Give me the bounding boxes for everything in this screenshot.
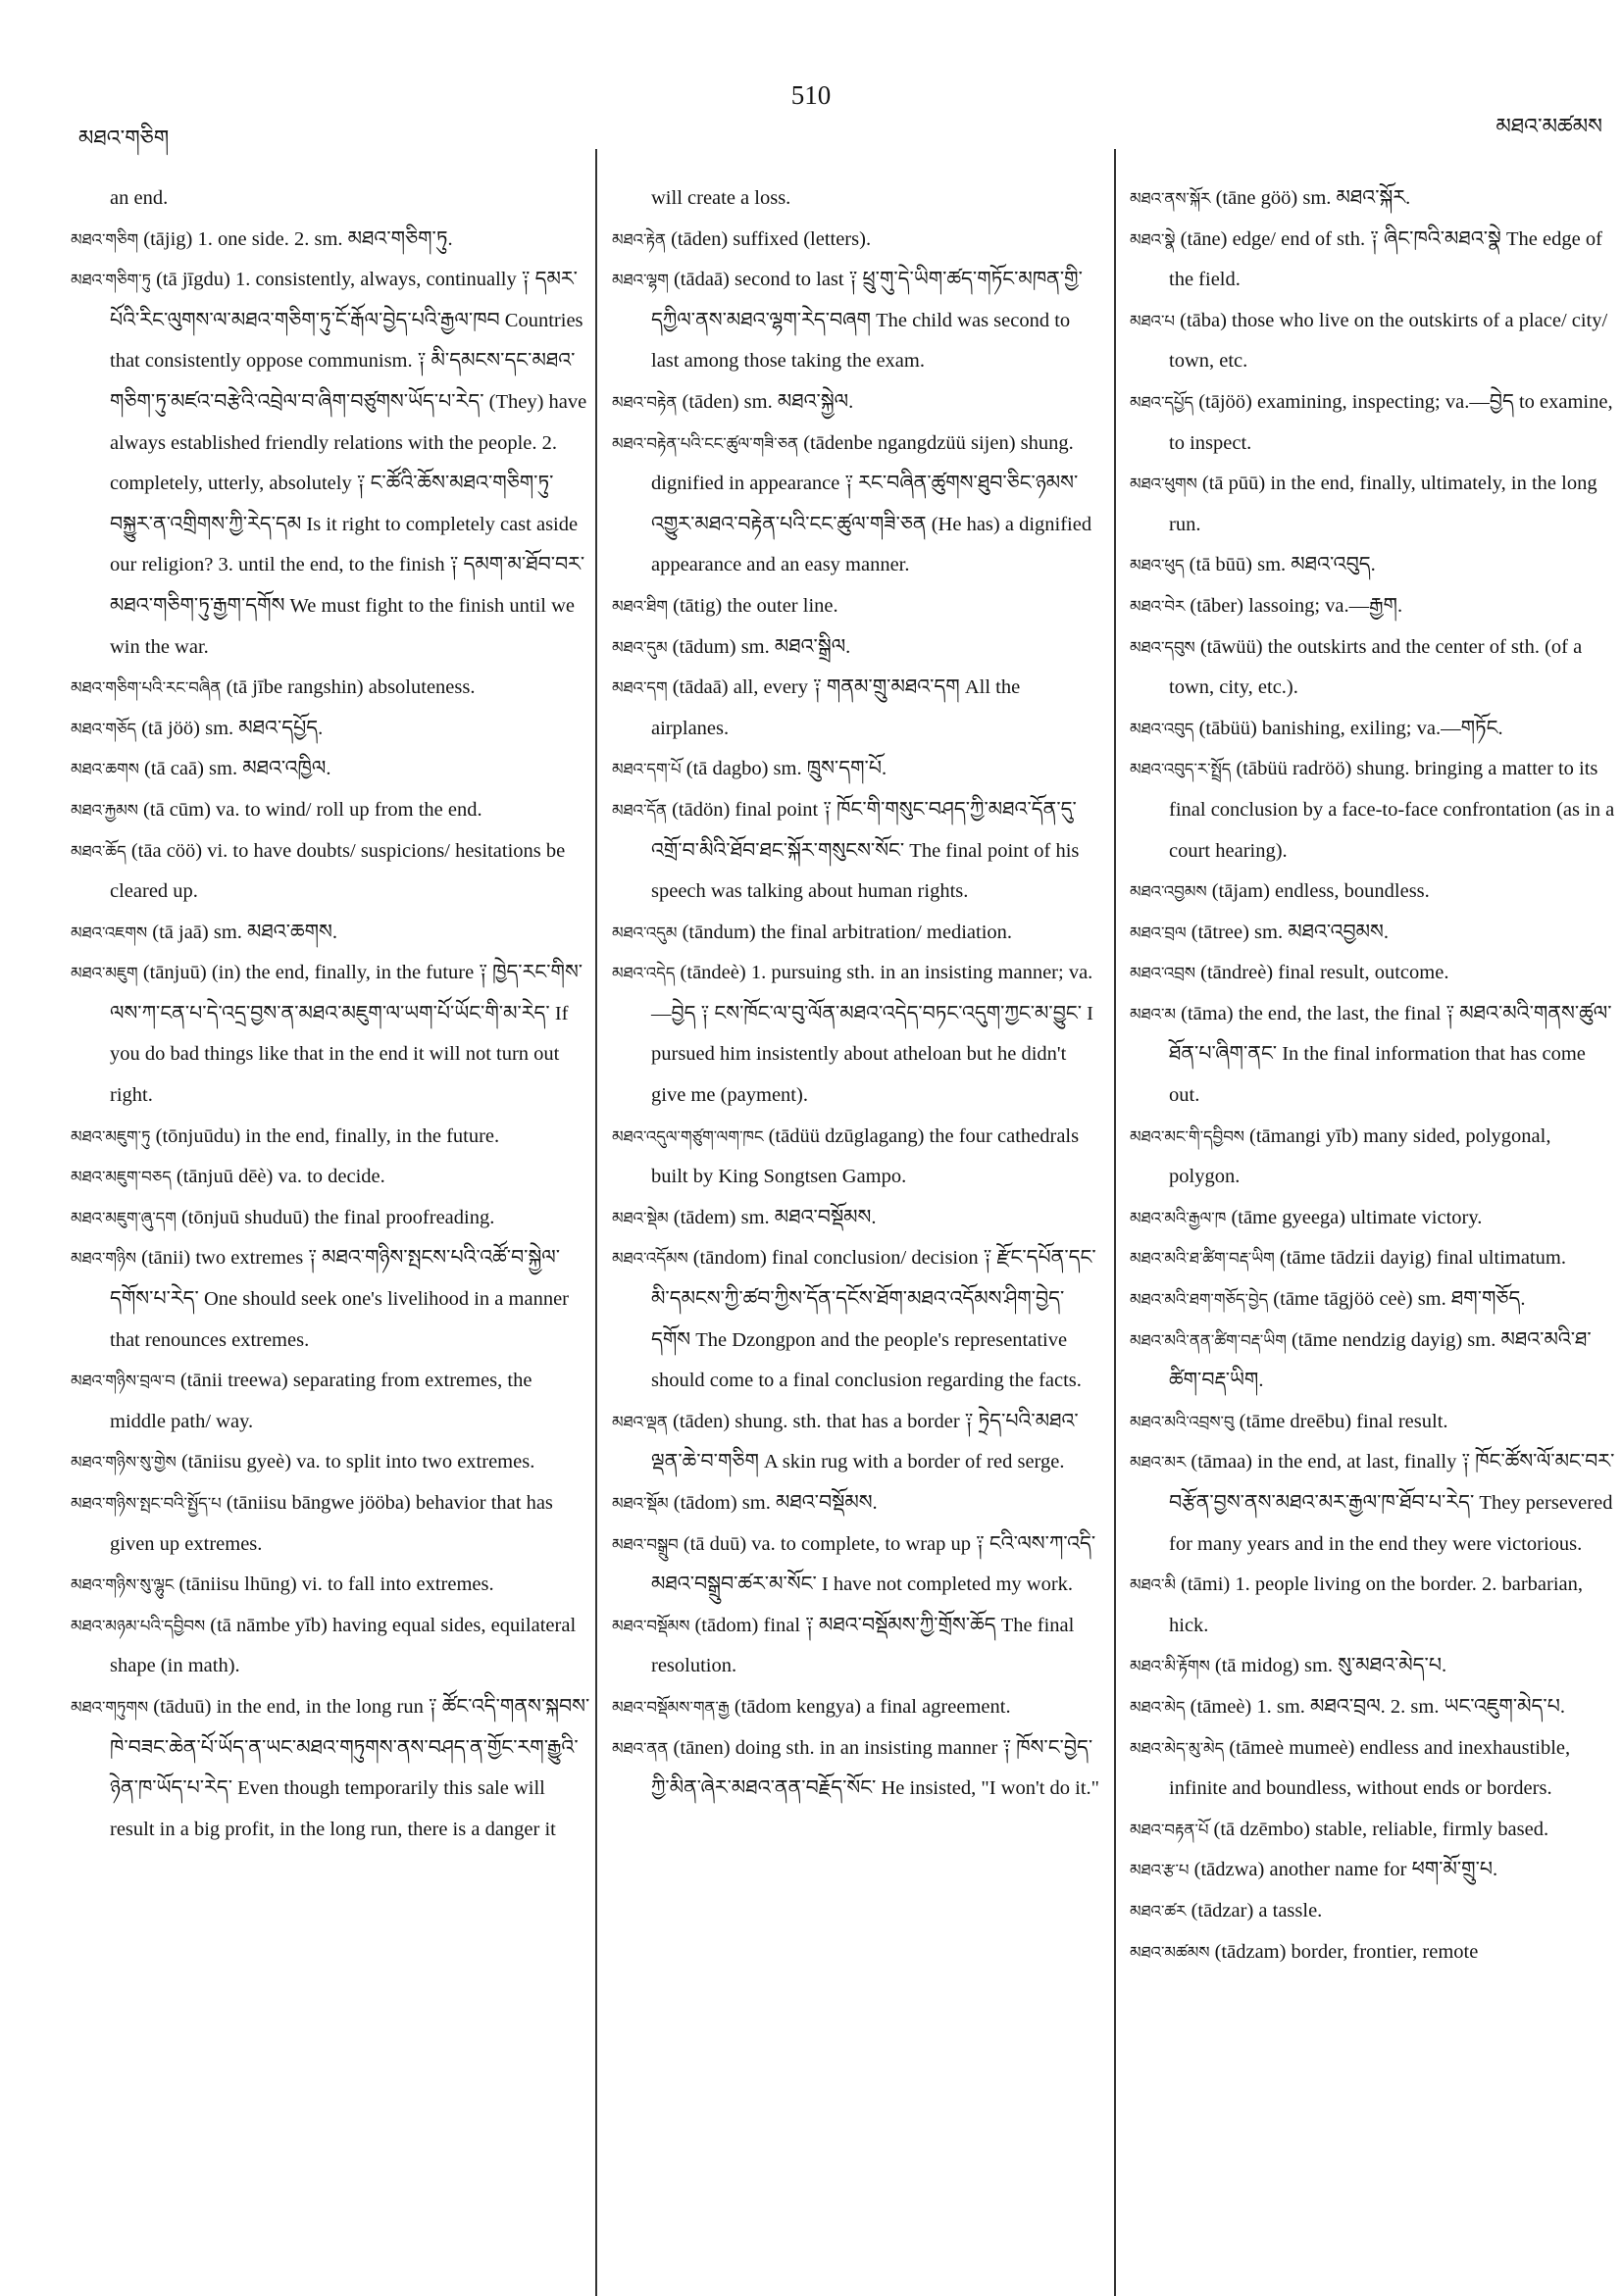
entry-definition: (tādum) sm. མཐའ་སྒྲིལ. (672, 635, 851, 658)
dictionary-entry (71, 1238, 592, 1361)
dictionary-entry (612, 1728, 1102, 1810)
entry-headword: མཐའ་གཉིས་སུ་ལྷུང (71, 1575, 175, 1595)
entry-definition: (tāba) those who live on the outskirts of a place/ city/ town, etc. (1169, 309, 1608, 373)
page-header (0, 80, 1622, 151)
entry-definition: (tāa cöö) vi. to have doubts/ suspicions/ hesitations be cleared up. (110, 839, 566, 903)
dictionary-entry (612, 1198, 1102, 1239)
entry-headword: མཐའ་རྐྱམས (71, 800, 138, 820)
entry-definition: (tātig) the outer line. (673, 594, 838, 617)
entry-headword: མཐའ་མའི་ཐ་ཚིག་བརྡ་ཡིག (1130, 1249, 1275, 1269)
entry-definition: (tāme tāgjöö ceè) sm. ཐག་གཅོད. (1273, 1288, 1526, 1311)
dictionary-entry (612, 1238, 1102, 1401)
entry-definition: (tānen) doing sth. in an insisting manner ༑ ཁོས་ང་བྱེད་ཀྱི་མིན་ཞེར་མཐའ་ནན་བརྗོད་སོང་ He insisted, "I won't do it." (651, 1736, 1100, 1800)
dictionary-entry (612, 220, 1102, 261)
entry-definition: (tādzar) a tassle. (1191, 1899, 1323, 1922)
entry-headword: མཐའ་གཉིས་སུ་གྱེས (71, 1453, 177, 1472)
entry-headword: མཐའ་གཅིག (71, 229, 139, 249)
entry-headword: མཐའ་ནས་སྐོར (1130, 189, 1211, 208)
entry-headword: མཐའ་དག (612, 678, 668, 698)
dictionary-entry (71, 668, 592, 709)
entry-headword: མཐའ་རྟེན (612, 229, 666, 249)
entry-headword: མཐའ་བསྡོམས་གན་རྒྱ (612, 1697, 730, 1717)
entry-headword: མཐའ་མེད་མུ་མེད (1130, 1738, 1225, 1758)
dictionary-entry (71, 1117, 592, 1158)
entry-headword: མཐའ་འབུད་ར་སྤྲོད (1130, 760, 1232, 779)
entry-definition: (tā midog) sm. སུ་མཐའ་མེད་པ. (1214, 1655, 1447, 1677)
dictionary-entry (71, 749, 592, 790)
entry-headword: མཐའ་བསྒྲུབ (612, 1534, 679, 1554)
entry-headword: མཐའ་ལྷག (612, 271, 669, 290)
entry-headword: མཐའ་གཉིས་བྲལ་བ (71, 1372, 176, 1391)
entry-definition: (tāwüü) the outskirts and the center of sth. (of a town, city, etc.). (1169, 635, 1583, 699)
entry-headword: མཐའ་འབུད (1130, 719, 1194, 738)
dictionary-entry (71, 260, 592, 668)
entry-definition: (tādenbe ngangdzüü sijen) shung. dignified in appearance ༑ རང་བཞིན་ཚུགས་ཐུབ་ཅིང་ཉམས་འགྱུར་མཐའ་བརྟེན་པའི་ངང་ཚུལ་གཟི་ཅན (He has) a dignified appearance and an easy manner. (651, 431, 1092, 576)
dictionary-entry (612, 1402, 1102, 1483)
dictionary-entry (1130, 1810, 1616, 1851)
entry-headword: མཐའ་བརྟན་པོ (1130, 1820, 1209, 1839)
entry-definition: (tā jöö) sm. མཐའ་དཔྱོད. (141, 717, 324, 739)
entry-headword: མཐའ་མི་རྟོགས (1130, 1657, 1210, 1676)
entry-headword: མཐའ་འབྲས (1130, 964, 1196, 983)
entry-definition: (tā nāmbe yīb) having equal sides, equilateral shape (in math). (110, 1614, 577, 1677)
entry-definition: (tānjuū) (in) the end, finally, in the future ༑ ཁྱེད་རང་གིས་ལས་ཀ་ངན་པ་དེ་འདྲ་བྱས་ན་མཐའ་མཇུག་ལ་ཡག་པོ་ཡོང་གི་མ་རེད་ If you do bad things like that in the end it will not turn out right. (110, 962, 583, 1107)
entry-definition: (tānii treewa) separating from extremes, the middle path/ way. (110, 1370, 532, 1432)
entry-headword: མཐའ་མཇུག (71, 964, 138, 983)
entry-headword: མཐའ་ཕུགས (1130, 474, 1197, 494)
entry-headword: མཐའ་འབྱམས (1130, 882, 1207, 902)
entry-definition: (tāne) edge/ end of sth. ༑ ཞིང་ཁའི་མཐའ་སྣེ The edge of the field. (1169, 227, 1602, 291)
dictionary-entry (71, 790, 592, 831)
dictionary-entry (1130, 545, 1616, 586)
dictionary-entry (1130, 872, 1616, 913)
dictionary-entry (1130, 1198, 1616, 1239)
dictionary-entry (71, 1565, 592, 1606)
dictionary-entry (1130, 1687, 1616, 1728)
entry-headword: མཐའ་བེར (1130, 596, 1186, 616)
entry-definition: (tā būū) sm. མཐའ་འབུད. (1189, 554, 1376, 576)
entry-headword: མཐའ་གཉིས་སྤང་བའི་སྤྱོད་པ (71, 1494, 222, 1513)
entry-headword: མཐའ་སྡེམ (612, 1208, 669, 1227)
right-running-headword: མཐའ་མཚམས (1495, 115, 1602, 139)
entry-definition: will create a loss. (651, 187, 791, 209)
entry-headword: མཐའ་ཚར (1130, 1901, 1187, 1921)
entry-headword: མཐའ་འདུལ་གཙུག་ལག་ཁང (612, 1126, 764, 1146)
dictionary-entry (612, 1483, 1102, 1524)
entry-definition: (tādaā) all, every ༑ གནམ་གྲུ་མཐའ་དག All the airplanes. (651, 676, 1021, 739)
dictionary-entry (1130, 382, 1616, 464)
dictionary-entry (1130, 1402, 1616, 1443)
entry-definition: (tāme dreēbu) final result. (1239, 1410, 1448, 1432)
entry-definition: (tā dzēmbo) stable, reliable, firmly based. (1213, 1818, 1549, 1840)
dictionary-entry (1130, 464, 1616, 545)
dictionary-entry (1130, 1728, 1616, 1810)
entry-definition: (tādzam) border, frontier, remote (1214, 1940, 1479, 1963)
dictionary-entry (71, 1483, 592, 1565)
entry-definition: (tānjuū dēè) va. to decide. (176, 1166, 385, 1188)
dictionary-entry (1130, 627, 1616, 709)
entry-headword: མཐའ་སྣེ (1130, 229, 1176, 249)
entry-definition: (tā jībe rangshin) absoluteness. (226, 676, 476, 699)
entry-headword: མཐའ་མའི་འབྲས་བུ (1130, 1412, 1235, 1431)
entry-definition: (tāden) sm. མཐའ་སྐྱེལ. (682, 390, 854, 413)
column-right (1130, 178, 1616, 1972)
dictionary-entry (71, 178, 592, 220)
entry-definition: (tātree) sm. མཐའ་འབྱམས. (1191, 921, 1390, 943)
column-middle (612, 178, 1102, 1810)
entry-headword: མཐའ་གཅོད (71, 719, 137, 738)
dictionary-entry (71, 1687, 592, 1850)
entry-headword: མཐའ་བརྟེན་པའི་ངང་ཚུལ་གཟི་ཅན (612, 433, 799, 453)
entry-headword: མཐའ་པ (1130, 311, 1175, 330)
entry-headword: མཐའ་འདུམ (612, 923, 678, 942)
dictionary-entry (1130, 1279, 1616, 1321)
dictionary-entry (612, 790, 1102, 913)
entry-definition: (tāndum) the final arbitration/ mediation. (682, 921, 1013, 943)
dictionary-entry (612, 424, 1102, 586)
entry-headword: མཐའ་མཇུག་ཏུ (71, 1126, 151, 1146)
column-divider (595, 149, 597, 2296)
entry-definition: (tādaā) second to last ༑ ཕྲུ་གུ་དེ་ཡིག་ཚད་གཏོང་མཁན་གྱི་དཀྱིལ་ནས་མཐའ་ལྷག་རེད་བཞག The child was second to last among those taking the exam. (651, 269, 1083, 373)
entry-headword: མཐའ་ནན (612, 1738, 669, 1758)
dictionary-entry (71, 913, 592, 954)
dictionary-entry (612, 953, 1102, 1116)
dictionary-entry (1130, 1891, 1616, 1932)
entry-definition: (tāmaa) in the end, at last, finally ༑ ཁོང་ཚོས་ལོ་མང་བར་བརྩོན་བྱས་ནས་མཐའ་མར་རྒྱལ་ཁ་ཐོབ་པ་རེད་ They persevered for many years and in the end they were victorious. (1169, 1451, 1615, 1555)
entry-definition: (tānii) two extremes ༑ མཐའ་གཉིས་སྤངས་པའི་འཚོ་བ་སྐྱེལ་དགོས་པ་རེད་ One should seek one's livelihood in a manner that renounces extremes. (110, 1247, 570, 1351)
entry-headword: མཐའ་འཇགས (71, 923, 148, 942)
entry-headword: མཐའ་དུམ (612, 637, 668, 657)
dictionary-entry (71, 1198, 592, 1239)
dictionary-entry (71, 1442, 592, 1483)
entry-definition: (tā jīgdu) 1. consistently, always, continually ༑ དམར་པོའི་རིང་ལུགས་ལ་མཐའ་གཅིག་ཏུ་ངོ་རྒོལ་བྱེད་པའི་རྒྱལ་ཁབ Countries that consistently oppose communism. ༑ མི་དམངས་དང་མཐའ་གཅིག་ཏུ་མཛའ་བརྩེའི་འབྲེལ་བ་ཞིག་བཙུགས་ཡོད་པ་རེད་ (They) have always established friendly relations with the people. 2. completely, utterly, absolutely ༑ ང་ཚོའི་ཆོས་མཐའ་གཅིག་ཏུ་བསྐྱུར་ན་འགྲིགས་ཀྱི་རེད་དམ Is it right to completely cast aside our religion? 3. until the end, to the finish ༑ དམག་མ་ཐོབ་བར་མཐའ་གཅིག་ཏུ་རྒྱག་དགོས We must fight to the finish until we win the war. (110, 269, 587, 658)
dictionary-entry (612, 668, 1102, 749)
entry-definition: (tābüü) banishing, exiling; va.—གཏོང. (1198, 717, 1503, 739)
dictionary-entry (612, 586, 1102, 627)
dictionary-entry (1130, 994, 1616, 1117)
entry-definition: (tāmeè) 1. sm. མཐའ་བྲལ. 2. sm. ཡང་འཇུག་མེད་པ. (1190, 1695, 1565, 1718)
entry-definition: (tājig) 1. one side. 2. sm. མཐའ་གཅིག་ཏུ. (143, 227, 453, 250)
entry-definition: (tādüü dzūglagang) the four cathedrals built by King Songtsen Gampo. (651, 1124, 1080, 1188)
entry-definition: (tā dagbo) sm. ཁྲུས་དག་པོ. (685, 758, 887, 780)
entry-definition: (tā caā) sm. མཐའ་འཁྱིལ. (144, 758, 331, 780)
entry-headword: མཐའ་གཏུགས (71, 1697, 149, 1717)
entry-definition: (tājam) endless, boundless. (1211, 880, 1430, 903)
dictionary-entry (612, 178, 1102, 220)
entry-definition: (tāniisu lhūng) vi. to fall into extremes. (178, 1573, 494, 1596)
dictionary-entry (1130, 1850, 1616, 1891)
dictionary-entry (71, 1361, 592, 1442)
entry-headword: མཐའ་གཅིག་པའི་རང་བཞིན (71, 678, 222, 698)
page-number: 510 (790, 80, 832, 110)
entry-definition: (tādom) sm. མཐའ་བསྡོམས. (673, 1492, 878, 1514)
dictionary-entry (612, 1687, 1102, 1728)
entry-definition: (tā jaā) sm. མཐའ་ཆགས. (152, 921, 338, 943)
entry-definition: (tāndom) final conclusion/ decision ༑ རྫོང་དཔོན་དང་མི་དམངས་ཀྱི་ཚབ་ཀྱིས་དོན་དངོས་ཐོག་མཐའ་འདོམས་ཤིག་བྱེད་དགོས The Dzongpon and the people's representative should come to a final conclusion regarding the facts. (651, 1247, 1096, 1392)
dictionary-entry (71, 831, 592, 913)
entry-headword: མཐའ་དཔྱོད (1130, 392, 1194, 412)
dictionary-entry (71, 1157, 592, 1198)
entry-headword: མཐའ་མའི་ཐག་གཅོད་བྱེད (1130, 1290, 1269, 1310)
dictionary-entry (1130, 953, 1616, 994)
entry-headword: མཐའ་མི (1130, 1575, 1176, 1595)
dictionary-entry (71, 953, 592, 1116)
entry-definition: (tā pūū) in the end, finally, ultimately, in the long run. (1169, 473, 1597, 535)
column-left (71, 178, 592, 1850)
dictionary-entry (71, 709, 592, 750)
entry-headword: མཐའ་མཇུག་བཅད (71, 1168, 172, 1187)
entry-headword: མཐའ་གཉིས (71, 1249, 136, 1269)
entry-definition: (tādom kengya) a final agreement. (734, 1695, 1011, 1718)
entry-headword: མཐའ་དབུས (1130, 637, 1195, 657)
entry-definition: (tōnjuūdu) in the end, finally, in the future. (155, 1124, 500, 1147)
entry-headword: མཐའ་བྲལ (1130, 923, 1187, 942)
entry-headword: མཐའ་ཐིག (612, 596, 668, 616)
dictionary-entry (1130, 1442, 1616, 1565)
dictionary-entry (1130, 709, 1616, 750)
dictionary-entry (612, 1117, 1102, 1198)
dictionary-entry (1130, 1932, 1616, 1973)
entry-definition: (tāne göö) sm. མཐའ་སྐོར. (1215, 187, 1411, 209)
entry-definition: (tāmeè mumeè) endless and inexhaustible, infinite and boundless, without ends or borders. (1169, 1736, 1571, 1800)
entry-definition: (tādön) final point ༑ ཁོང་གི་གསུང་བཤད་ཀྱི་མཐའ་དོན་དུ་འགྲོ་བ་མིའི་ཐོབ་ཐང་སྐོར་གསུངས་སོང་ The final point of his speech was talking about human rights. (651, 798, 1080, 903)
column-divider (1114, 149, 1116, 2296)
entry-headword: མཐའ་སྡོམ (612, 1494, 669, 1513)
entry-definition: (tā cūm) va. to wind/ roll up from the end. (143, 798, 482, 821)
entry-headword: མཐའ་མཚམས (1130, 1942, 1210, 1962)
entry-headword: མཐའ་འདོམས (612, 1249, 688, 1269)
entry-definition: (tāndreè) final result, outcome. (1200, 962, 1449, 984)
entry-headword: མཐའ་མའི་ནན་ཚིག་བརྡ་ཡིག (1130, 1330, 1287, 1350)
dictionary-entry (1130, 178, 1616, 220)
entry-headword: མཐའ་མཇུག་ཞུ་དག (71, 1208, 177, 1227)
dictionary-entry (612, 627, 1102, 669)
entry-definition: (tāme tādzii dayig) final ultimatum. (1279, 1247, 1566, 1270)
dictionary-entry (1130, 1117, 1616, 1198)
entry-definition: (tāden) suffixed (letters). (671, 227, 872, 250)
entry-definition: (tādem) sm. མཐའ་བསྡོམས. (673, 1206, 877, 1228)
entry-definition: (tāndeè) 1. pursuing sth. in an insisting manner; va.—བྱེད ༑ ངས་ཁོང་ལ་བུ་ལོན་མཐའ་འདེད་བཏང་འདུག་ཀྱང་མ་བྱུང་ I pursued him insistently about atheloan but he didn't give me (payment). (651, 962, 1093, 1107)
entry-definition: (tā duū) va. to complete, to wrap up ༑ ངའི་ལས་ཀ་འདི་མཐའ་བསྒྲུབ་ཚར་མ་སོང་ I have not completed my work. (651, 1532, 1096, 1596)
entry-headword: མཐའ་དག་པོ (612, 760, 682, 779)
entry-definition: (tādzwa) another name for ཕག་མོ་གྲུ་པ. (1193, 1859, 1498, 1881)
entry-headword: མཐའ་ཕུད (1130, 556, 1185, 575)
entry-headword: མཐའ་བསྡོམས (612, 1616, 690, 1635)
dictionary-entry (1130, 220, 1616, 301)
entry-headword: མཐའ་མཉམ་པའི་དབྱིབས (71, 1616, 206, 1635)
dictionary-entry (1130, 1321, 1616, 1402)
entry-definition: an end. (110, 187, 169, 209)
entry-headword: མཐའ་བརྟེན (612, 392, 678, 412)
dictionary-entry (612, 749, 1102, 790)
entry-headword: མཐའ་མེད (1130, 1697, 1186, 1717)
entry-definition: (tāniisu gyeè) va. to split into two extremes. (180, 1451, 535, 1473)
entry-definition: (tābüü radröö) shung. bringing a matter to its final conclusion by a face-to-face confrontation (as in a court hearing). (1169, 758, 1615, 862)
entry-definition: (tādom) final ༑ མཐའ་བསྡོམས་ཀྱི་གྲོས་ཆོད The final resolution. (651, 1614, 1075, 1677)
entry-definition: (tāme gyeega) ultimate victory. (1231, 1206, 1483, 1228)
dictionary-entry (71, 1606, 592, 1687)
dictionary-entry (612, 1524, 1102, 1606)
dictionary-entry (1130, 1238, 1616, 1279)
entry-headword: མཐའ་ཆགས (71, 760, 139, 779)
entry-definition: (tōnjuū shuduū) the final proofreading. (180, 1206, 495, 1228)
entry-definition: (tāme nendzig dayig) sm. མཐའ་མའི་ཐ་ཚིག་བརྡ་ཡིག. (1169, 1328, 1592, 1392)
entry-headword: མཐའ་མར (1130, 1453, 1187, 1472)
dictionary-entry (612, 260, 1102, 382)
dictionary-entry (612, 1606, 1102, 1687)
dictionary-entry (71, 220, 592, 261)
entry-headword: མཐའ་མང་གི་དབྱིབས (1130, 1126, 1244, 1146)
dictionary-entry (1130, 586, 1616, 627)
entry-headword: མཐའ་ལྡན (612, 1412, 668, 1431)
entry-definition: (tāden) shung. sth. that has a border ༑ ཏྲེད་པའི་མཐའ་ལྡན་ཆེ་བ་གཅིག A skin rug with a border of red serge. (651, 1410, 1079, 1473)
entry-headword: མཐའ་ཆོད (71, 841, 127, 861)
entry-definition: (tājöö) examining, inspecting; va.—བྱེད to examine, to inspect. (1169, 390, 1613, 454)
entry-headword: མཐའ་འདེད (612, 964, 676, 983)
entry-headword: མཐའ་རྩ་པ (1130, 1861, 1190, 1880)
dictionary-entry (612, 382, 1102, 424)
entry-definition: (tāma) the end, the last, the final ༑ མཐའ་མའི་གནས་ཚུལ་ཐོན་པ་ཞིག་ནང་ In the final information that has come out. (1169, 1002, 1612, 1107)
entry-headword: མཐའ་མ (1130, 1004, 1176, 1023)
dictionary-entry (612, 913, 1102, 954)
entry-definition: (tāduū) in the end, in the long run ༑ ཚོང་འདི་གནས་སྐབས་ཁེ་བཟང་ཆེན་པོ་ཡོད་ན་ཡང་མཐའ་གཏུགས་ནས་བཤད་ན་གྱོང་རག་རྒྱུའི་ཉེན་ཁ་ཡོད་པ་རེད་ Even though temporarily this sale will result in a big profit, in the long run, there is a danger it (110, 1695, 590, 1840)
entry-headword: མཐའ་གཅིག་ཏུ (71, 271, 151, 290)
entry-definition: (tāber) lassoing; va.—རྒྱག. (1190, 594, 1403, 617)
dictionary-entry (1130, 1646, 1616, 1687)
entry-headword: མཐའ་དོན (612, 800, 667, 820)
entry-definition: (tāmangi yīb) many sided, polygonal, polygon. (1169, 1124, 1551, 1188)
dictionary-entry (1130, 301, 1616, 382)
dictionary-entry (1130, 913, 1616, 954)
dictionary-entry (1130, 1565, 1616, 1646)
entry-definition: (tāniisu bāngwe jööba) behavior that has given up extremes. (110, 1492, 553, 1555)
entry-definition: (tāmi) 1. people living on the border. 2. barbarian, hick. (1169, 1573, 1584, 1636)
dictionary-entry (1130, 749, 1616, 872)
entry-headword: མཐའ་མའི་རྒྱལ་ཁ (1130, 1208, 1227, 1227)
left-running-headword: མཐའ་གཅིག (78, 126, 170, 151)
